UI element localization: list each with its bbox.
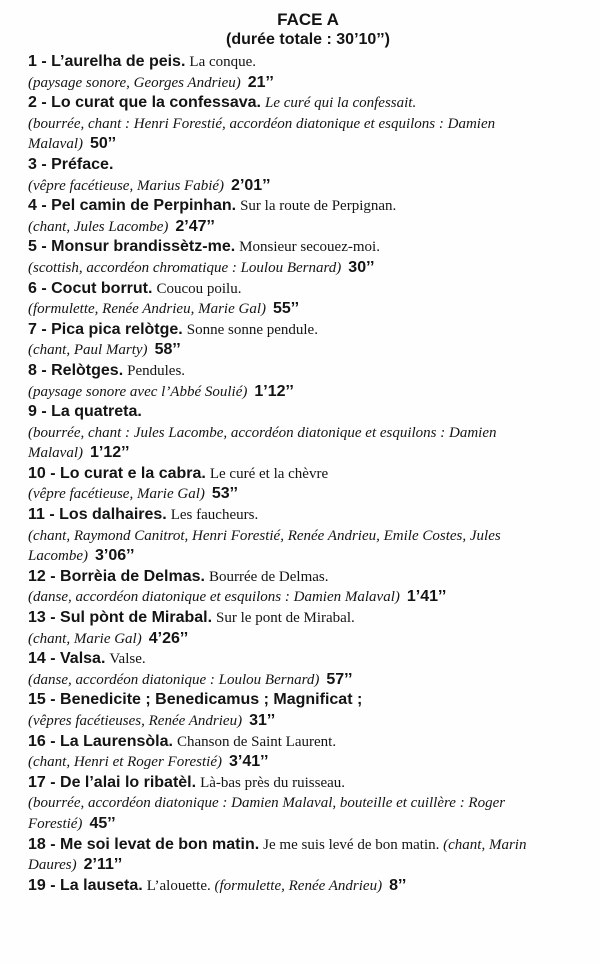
track-duration: 2’47’’ <box>175 217 215 235</box>
track-4 <box>28 196 568 237</box>
track-13 <box>28 608 568 649</box>
track-translation: Pendules. <box>127 362 186 379</box>
track-title: Monsur brandissètz-me. <box>51 238 236 256</box>
track-translation: Là-bas près du ruisseau. <box>200 774 346 791</box>
track-translation: Chanson de Saint Laurent. <box>176 733 337 750</box>
track-duration: 8’’ <box>389 876 407 894</box>
track-duration: 45’’ <box>89 814 116 832</box>
track-title: Sul pònt de Mirabal. <box>60 609 213 627</box>
track-10 <box>28 464 568 505</box>
track-duration: 50’’ <box>89 135 117 153</box>
track-title: Borrèia de Delmas. <box>60 567 205 585</box>
track-credit: (vêpres facétieuses, Renée Andrieu) <box>28 713 243 729</box>
track-number: 15 - <box>28 691 61 709</box>
track-duration: 21’’ <box>247 73 274 91</box>
track-translation: Bourrée de Delmas. <box>208 568 329 585</box>
track-9 <box>28 402 568 464</box>
track-number: 9 - <box>28 403 52 421</box>
track-credit: (danse, accordéon diatonique et esquilons : Damien Malaval) <box>28 589 400 606</box>
face-title: FACE A <box>277 10 339 29</box>
track-translation: L’alouette. <box>146 877 211 894</box>
track-duration: 3’41’’ <box>228 753 269 771</box>
track-title: Relòtges. <box>51 361 124 379</box>
track-credit: (paysage sonore, Georges Andrieu) <box>28 74 241 91</box>
track-duration: 31’’ <box>249 712 276 729</box>
track-translation: Valse. <box>109 651 146 668</box>
track-title: Préface. <box>51 155 114 173</box>
track-credit: (chant, Jules Lacombe) <box>28 218 169 235</box>
track-number: 16 - <box>28 732 61 750</box>
track-title: Cocut borrut. <box>51 279 153 297</box>
track-duration: 30’’ <box>348 258 375 276</box>
track-translation: Sur la route de Perpignan. <box>240 198 397 215</box>
track-credit: (formulette, Renée Andrieu) <box>214 877 383 894</box>
track-6 <box>28 279 568 320</box>
track-number: 12 - <box>28 567 61 585</box>
track-translation: Le curé et la chèvre <box>209 465 329 482</box>
track-translation: Les faucheurs. <box>170 507 259 524</box>
track-7 <box>28 320 568 361</box>
track-16 <box>28 732 568 773</box>
track-list <box>28 52 568 896</box>
track-12 <box>28 567 568 608</box>
track-duration: 1’12’’ <box>89 444 130 462</box>
track-duration: 3’06’’ <box>95 547 135 565</box>
track-8 <box>28 361 568 402</box>
track-title: La lauseta. <box>60 876 143 894</box>
track-credit: (bourrée, accordéon diatonique : Damien Malaval, bouteille et cuillère : Roger Forestié) <box>28 795 506 832</box>
track-duration: 1’12’’ <box>254 382 294 400</box>
track-14 <box>28 649 568 690</box>
track-18 <box>28 835 568 876</box>
track-duration: 2’01’’ <box>231 176 271 194</box>
track-credit: (bourrée, chant : Jules Lacombe, accordéon diatonique et esquilons : Damien Malaval) <box>28 424 497 462</box>
track-duration: 53’’ <box>211 485 238 503</box>
track-duration: 55’’ <box>273 300 300 318</box>
track-title: Pica pica relòtge. <box>51 320 183 338</box>
track-credit: (vêpre facétieuse, Marius Fabié) <box>28 177 225 194</box>
track-number: 7 - <box>28 320 52 338</box>
track-translation: Sonne sonne pendule. <box>186 321 318 338</box>
track-credit: (paysage sonore avec l’Abbé Soulié) <box>28 383 248 400</box>
track-number: 4 - <box>28 197 52 215</box>
track-number: 18 - <box>28 835 61 853</box>
track-3 <box>28 155 568 196</box>
track-number: 13 - <box>28 609 61 627</box>
track-1 <box>28 52 568 93</box>
track-credit: (formulette, Renée Andrieu, Marie Gal) <box>28 301 266 318</box>
track-credit: (chant, Henri et Roger Forestié) <box>28 754 222 771</box>
track-credit: (chant, Marin Daures) <box>28 836 527 874</box>
total-duration: (durée totale : 30’10’’) <box>226 31 390 48</box>
track-17 <box>28 773 568 835</box>
track-credit: (bourrée, chant : Henri Forestié, accordéon diatonique et esquilons : Damien Malaval) <box>28 115 496 153</box>
track-number: 17 - <box>28 773 61 791</box>
track-number: 11 - <box>28 506 60 524</box>
track-number: 2 - <box>28 94 52 112</box>
track-title: L’aurelha de peis. <box>51 53 186 70</box>
track-title: Lo curat e la cabra. <box>60 464 206 482</box>
track-title: Los dalhaires. <box>59 506 167 524</box>
track-title: De l’alai lo ribatèl. <box>60 773 197 791</box>
track-credit: (chant, Raymond Canitrot, Henri Forestié, Renée Andrieu, Emile Costes, Jules Lacombe) <box>28 527 501 565</box>
track-credit: (chant, Paul Marty) <box>28 342 148 359</box>
track-title: La quatreta. <box>51 403 142 421</box>
track-duration: 58’’ <box>154 341 181 359</box>
track-15 <box>28 690 568 731</box>
track-translation: Sur le pont de Mirabal. <box>216 610 355 627</box>
track-translation: Coucou poilu. <box>156 280 242 297</box>
track-title: Pel camin de Perpinhan. <box>51 197 237 215</box>
header <box>16 0 600 50</box>
track-duration: 57’’ <box>326 670 353 688</box>
track-19 <box>28 876 568 897</box>
track-title: Me soi levat de bon matin. <box>60 835 260 853</box>
track-translation: Monsieur secouez-moi. <box>239 239 380 256</box>
track-number: 5 - <box>28 238 52 256</box>
track-number: 10 - <box>28 464 61 482</box>
track-title: Benedicite ; Benedicamus ; Magnificat ; <box>60 691 363 709</box>
track-credit: (scottish, accordéon chromatique : Loulou Bernard) <box>28 259 342 276</box>
track-title: Lo curat que la confessava. <box>51 94 261 112</box>
track-credit: (chant, Marie Gal) <box>28 630 142 647</box>
track-credit: (danse, accordéon diatonique : Loulou Bernard) <box>28 671 320 688</box>
track-duration: 2’11’’ <box>83 856 123 874</box>
track-title: La Laurensòla. <box>60 732 173 750</box>
track-translation: La conque. <box>189 54 257 70</box>
track-number: 14 - <box>28 650 61 668</box>
track-5 <box>28 237 568 278</box>
track-number: 8 - <box>28 361 52 379</box>
track-number: 19 - <box>28 876 61 894</box>
track-duration: 4’26’’ <box>148 629 189 647</box>
track-title: Valsa. <box>60 650 106 668</box>
track-number: 6 - <box>28 279 52 297</box>
track-duration: 1’41’’ <box>406 588 447 606</box>
track-2 <box>28 93 568 155</box>
track-translation: Le curé qui la confessait. <box>264 95 417 112</box>
track-number: 3 - <box>28 155 52 173</box>
track-credit: (vêpre facétieuse, Marie Gal) <box>28 486 205 503</box>
track-number: 1 - <box>28 53 52 70</box>
track-translation: Je me suis levé de bon matin. <box>263 836 440 853</box>
track-11 <box>28 505 568 567</box>
